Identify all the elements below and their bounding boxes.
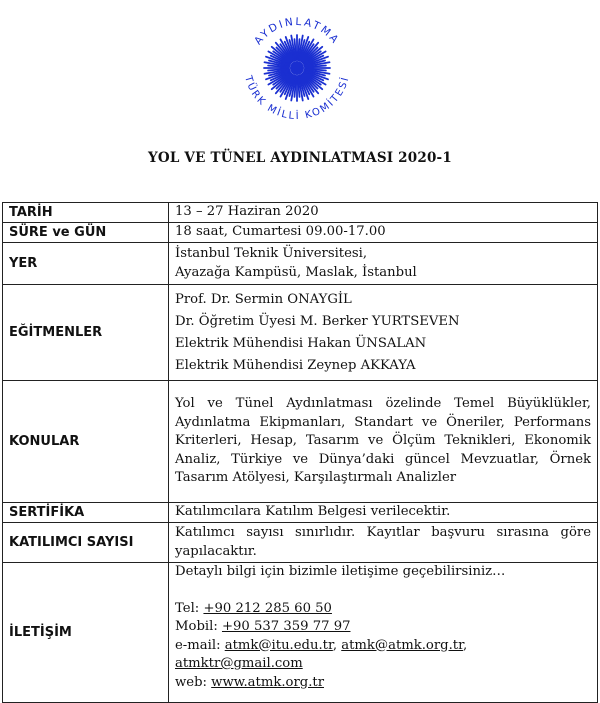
label-sure: SÜRE ve GÜN bbox=[3, 223, 169, 243]
row-iletisim bbox=[3, 563, 598, 703]
value-iletisim bbox=[169, 563, 598, 703]
instructor-3: Elektrik Mühendisi Hakan ÜNSALAN bbox=[175, 335, 427, 351]
email-link-3[interactable]: atmktr@gmail.com bbox=[175, 656, 303, 671]
sunburst-icon bbox=[264, 35, 330, 101]
page-title: YOL VE TÜNEL AYDINLATMASI 2020-1 bbox=[148, 150, 452, 166]
label-iletisim: İLETİŞİM bbox=[3, 563, 169, 703]
contact-tel bbox=[175, 600, 591, 619]
email-link-1[interactable]: atmk@itu.edu.tr bbox=[224, 637, 333, 653]
instructor-1: Prof. Dr. Sermin ONAYGİL bbox=[175, 291, 352, 307]
label-yer: YER bbox=[3, 243, 169, 285]
logo-arc-bottom: TÜRK MİLLİ KOMİTESİ bbox=[242, 74, 352, 123]
email-label: e-mail: bbox=[175, 637, 225, 653]
contact-intro: Detaylı bilgi için bizimle iletişime geçebilirsiniz… bbox=[175, 564, 506, 579]
label-konular: KONULAR bbox=[3, 381, 169, 503]
contact-mobil bbox=[175, 618, 591, 637]
value-sertifika: Katılımcılara Katılım Belgesi verilecektir. bbox=[169, 503, 598, 523]
row-sertifika bbox=[3, 503, 598, 523]
email-link-2[interactable]: atmk@atmk.org.tr bbox=[341, 637, 463, 653]
yer-line-1: İstanbul Teknik Üniversitesi, bbox=[175, 246, 368, 261]
label-katilimci: KATILIMCI SAYISI bbox=[3, 523, 169, 563]
row-konular bbox=[3, 381, 598, 503]
contact-email bbox=[175, 637, 591, 656]
value-katilimci: Katılımcı sayısı sınırlıdır. Kayıtlar başvuru sırasına göre yapılacaktır. bbox=[169, 523, 598, 563]
contact-email-2 bbox=[175, 655, 591, 674]
value-konular: Yol ve Tünel Aydınlatması özelinde Temel Büyüklükler, Aydınlatma Ekipmanları, Standart ve Öneriler, Performans Kriterleri, Hesap, Tasarım ve Ölçüm Teknikleri, Ekonomik Analiz, Türkiye ve Dünya’daki güncel Mevzuatlar, Örnek Tasarım Atölyesi, Karşılaştırmalı Analizler bbox=[169, 381, 598, 503]
instructor-2: Dr. Öğretim Üyesi M. Berker YURTSEVEN bbox=[175, 313, 460, 329]
logo-aydinlatma-turk-milli-komitesi bbox=[222, 8, 372, 138]
web-label: web: bbox=[175, 674, 212, 690]
value-sure: 18 saat, Cumartesi 09.00-17.00 bbox=[169, 223, 598, 243]
course-info-table bbox=[2, 202, 598, 703]
tel-label: Tel: bbox=[175, 600, 204, 616]
mobil-label: Mobil: bbox=[175, 619, 222, 634]
web-link[interactable]: www.atmk.org.tr bbox=[211, 674, 324, 690]
value-yer bbox=[169, 243, 598, 285]
email-separator: , bbox=[332, 637, 342, 653]
row-katilimci bbox=[3, 523, 598, 563]
logo-arc-top: AYDINLATMA bbox=[252, 15, 342, 48]
row-egitmenler bbox=[3, 285, 598, 381]
value-tarih: 13 – 27 Haziran 2020 bbox=[169, 203, 598, 223]
contact-web bbox=[175, 674, 591, 693]
instructor-4: Elektrik Mühendisi Zeynep AKKAYA bbox=[175, 357, 416, 373]
label-tarih: TARİH bbox=[3, 203, 169, 223]
label-sertifika: SERTİFİKA bbox=[3, 503, 169, 523]
row-sure bbox=[3, 223, 598, 243]
yer-line-2: Ayazağa Kampüsü, Maslak, İstanbul bbox=[175, 264, 417, 280]
row-yer bbox=[3, 243, 598, 285]
row-tarih bbox=[3, 203, 598, 223]
label-egitmenler: EĞİTMENLER bbox=[3, 285, 169, 381]
value-egitmenler bbox=[169, 285, 598, 381]
email-end: , bbox=[462, 637, 468, 653]
tel-link[interactable]: +90 212 285 60 50 bbox=[203, 600, 332, 616]
mobil-link[interactable]: +90 537 359 77 97 bbox=[221, 619, 351, 634]
